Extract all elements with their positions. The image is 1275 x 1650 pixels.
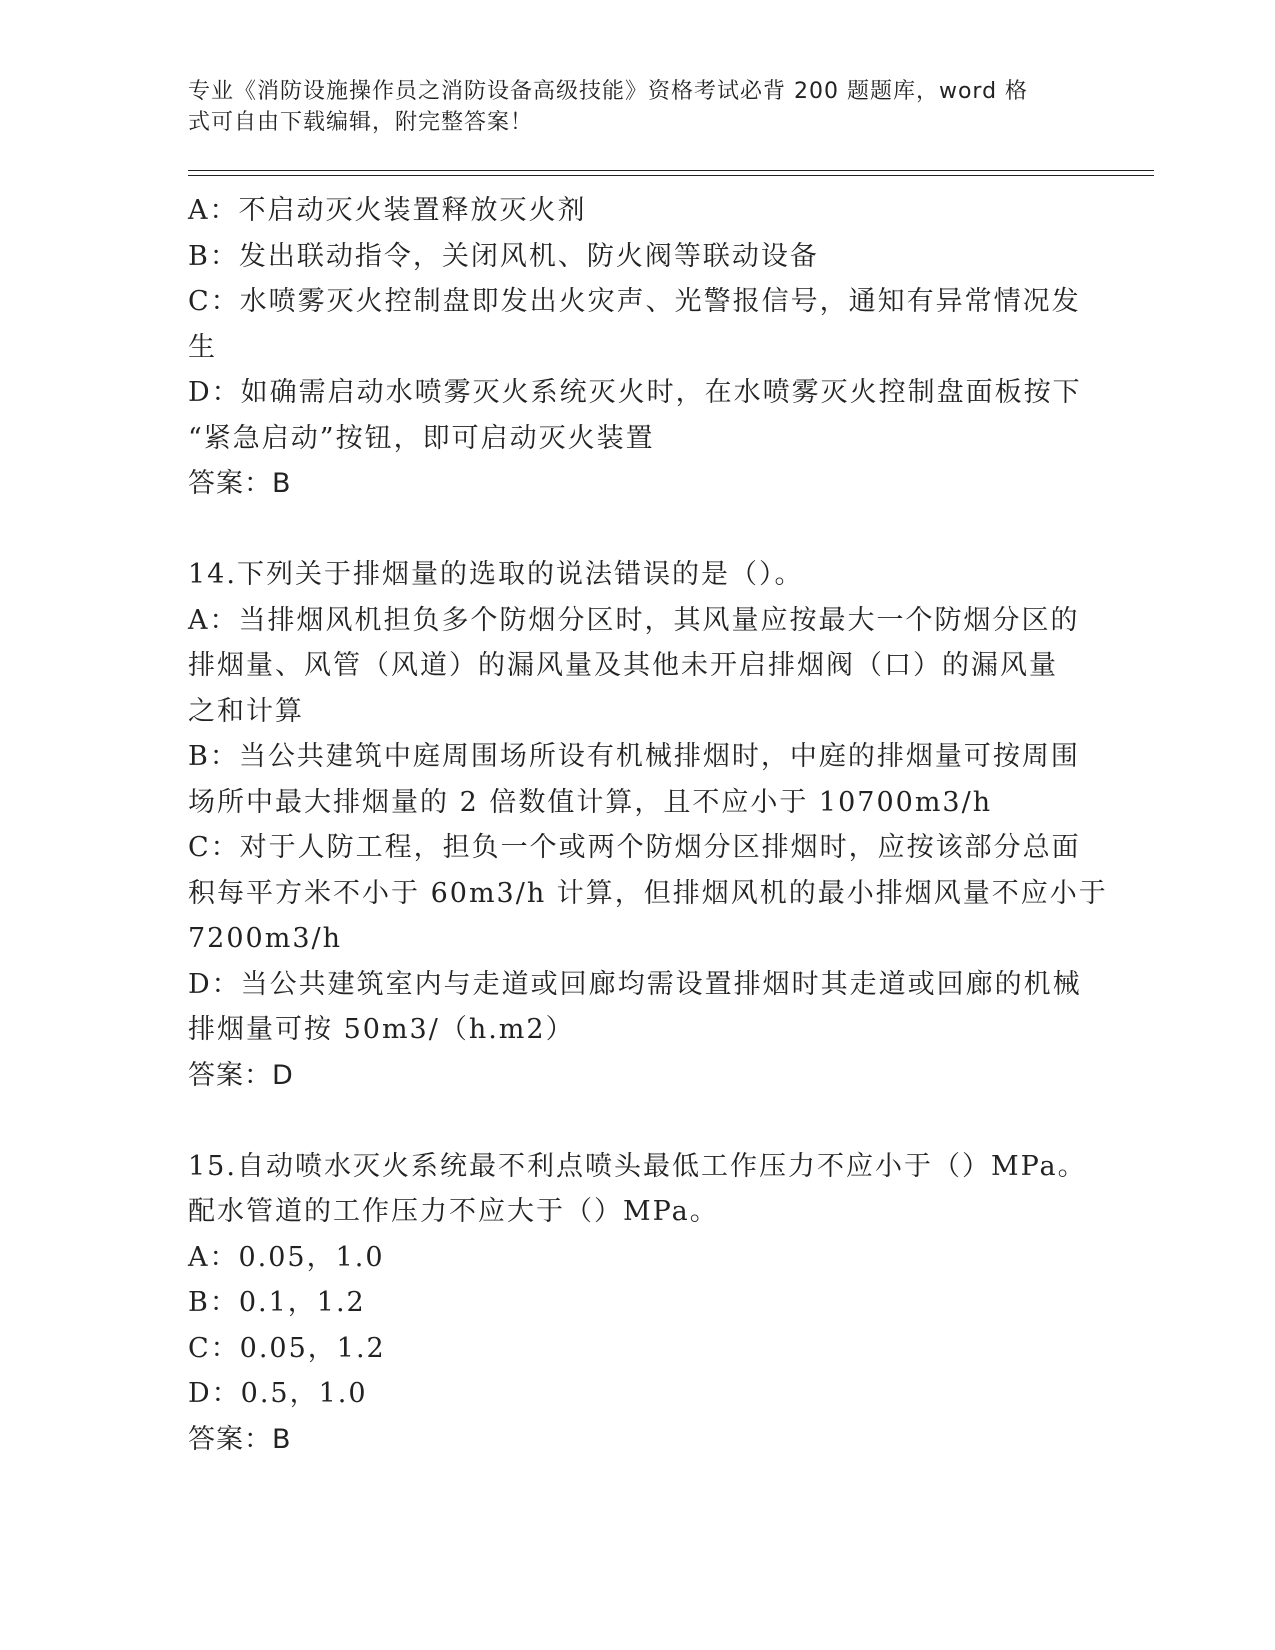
question-15 [188, 1144, 1088, 1463]
question-stem: 15.自动喷水灭火系统最不利点喷头最低工作压力不应小于（）MPa。 [188, 1150, 1087, 1182]
question-content [188, 188, 1108, 1462]
option-c-cont: 积每平方米不小于 60m3/h 计算，但排烟风机的最小排烟风量不应小于 [188, 877, 1108, 909]
option-d-cont: 排烟量可按 50m3/（h.m2） [188, 1014, 575, 1045]
answer: 答案：B [188, 468, 292, 499]
option-c: C：水喷雾灭火控制盘即发出火灾声、光警报信号，通知有异常情况发 [188, 286, 1081, 317]
option-d: D：0.5，1.0 [188, 1378, 368, 1409]
question-stem: 14.下列关于排烟量的选取的说法错误的是（）。 [188, 559, 804, 590]
header-divider-top [188, 170, 1154, 171]
answer: 答案：B [188, 1423, 292, 1455]
option-d: D：如确需启动水喷雾灭火系统灭火时，在水喷雾灭火控制盘面板按下 [188, 377, 1082, 408]
option-c-cont: 7200m3/h [188, 923, 342, 954]
question-stem-cont: 配水管道的工作压力不应大于（）MPa。 [188, 1196, 719, 1227]
option-d: D：当公共建筑室内与走道或回廊均需设置排烟时其走道或回廊的机械 [188, 968, 1082, 1000]
option-c-cont: 生 [188, 331, 217, 363]
document-header [188, 76, 1068, 138]
option-b: B：当公共建筑中庭周围场所设有机械排烟时，中庭的排烟量可按周围 [188, 741, 1080, 772]
option-a: A：当排烟风机担负多个防烟分区时，其风量应按最大一个防烟分区的 [188, 604, 1080, 636]
option-d-cont: “紧急启动”按钮，即可启动灭火装置 [188, 422, 655, 454]
option-b: B：0.1，1.2 [188, 1287, 366, 1318]
option-a-cont: 排烟量、风管（风道）的漏风量及其他未开启排烟阀（口）的漏风量 [188, 650, 1058, 681]
option-a: A：不启动灭火装置释放灭火剂 [188, 195, 587, 226]
option-c: C：对于人防工程，担负一个或两个防烟分区排烟时，应按该部分总面 [188, 832, 1081, 863]
option-b: B：发出联动指令，关闭风机、防火阀等联动设备 [188, 240, 819, 272]
header-line: 式可自由下载编辑，附完整答案！ [188, 110, 534, 135]
header-divider-bottom [188, 175, 1154, 176]
header-line: 专业《消防设施操作员之消防设备高级技能》资格考试必背 200 题题库，word 格 [188, 79, 1029, 104]
option-b-cont: 场所中最大排烟量的 2 倍数值计算，且不应小于 10700m3/h [188, 786, 993, 818]
spacer [188, 1098, 1088, 1144]
spacer [188, 507, 1088, 553]
answer: 答案：D [188, 1059, 294, 1091]
option-a: A：0.05，1.0 [188, 1241, 385, 1273]
question-13 [188, 188, 1088, 507]
option-c: C：0.05，1.2 [188, 1332, 386, 1364]
question-14 [188, 552, 1108, 1098]
option-a-cont: 之和计算 [188, 695, 304, 727]
